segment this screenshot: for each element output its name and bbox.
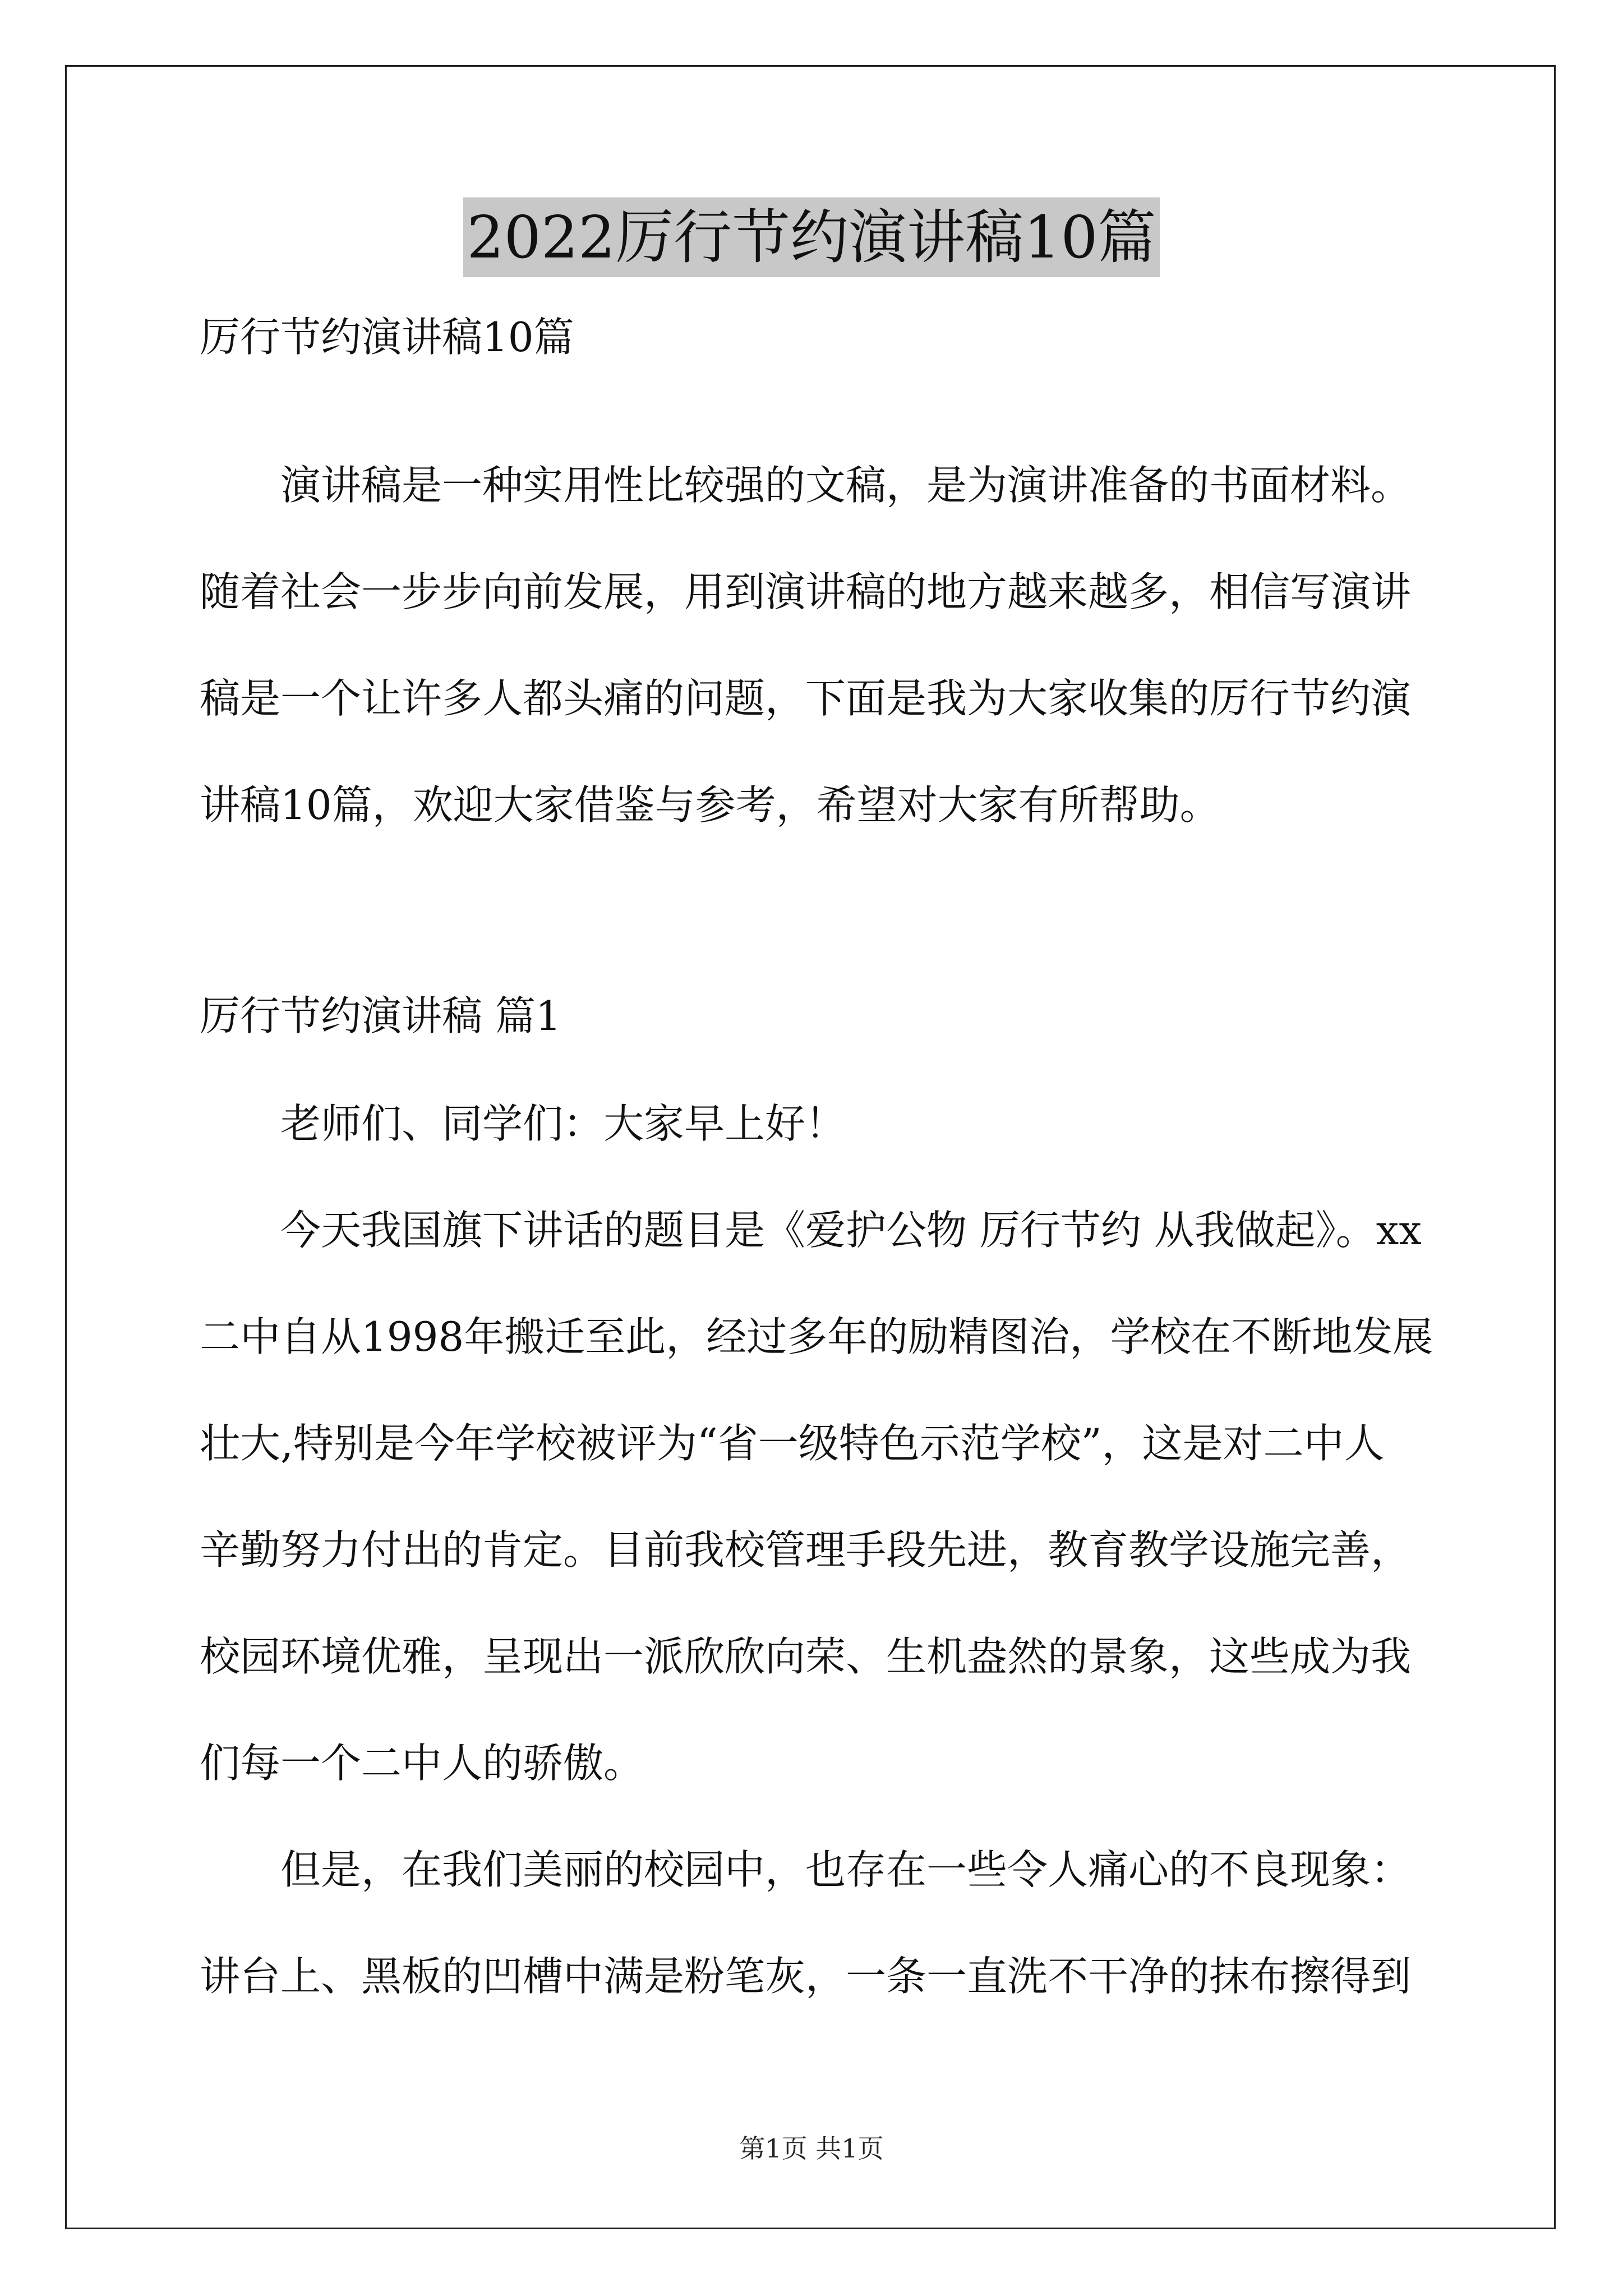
page-footer: 第1页 共1页 [739,2133,884,2164]
document-subtitle: 厉行节约演讲稿10篇 [200,314,574,361]
paragraph-line: 二中自从1998年搬迁至此，经过多年的励精图治，学校在不断地发展 [200,1313,1433,1360]
greeting: 老师们、同学们：大家早上好！ [280,1100,846,1147]
paragraph-line: 们每一个二中人的骄傲。 [200,1740,644,1787]
intro-line: 演讲稿是一种实用性比较强的文稿，是为演讲准备的书面材料。 [280,462,1412,509]
paragraph-line: 讲台上、黑板的凹槽中满是粉笔灰，一条一直洗不干净的抹布擦得到 [200,1953,1412,2000]
paragraph-line: 辛勤努力付出的肯定。目前我校管理手段先进，教育教学设施完善， [200,1526,1412,1573]
section-heading: 厉行节约演讲稿 篇1 [200,992,561,1039]
paragraph-line: 但是，在我们美丽的校园中，也存在一些令人痛心的不良现象： [280,1846,1412,1893]
paragraph-line: 校园环境优雅，呈现出一派欣欣向荣、生机盎然的景象，这些成为我 [200,1633,1412,1680]
paragraph-line: 壮大,特别是今年学校被评为“省一级特色示范学校”，这是对二中人 [200,1420,1385,1467]
document-title: 2022厉行节约演讲稿10篇 [463,197,1159,277]
title-wrap [0,197,1623,277]
intro-line: 稿是一个让许多人都头痛的问题，下面是我为大家收集的厉行节约演 [200,675,1412,722]
intro-line: 讲稿10篇，欢迎大家借鉴与参考，希望对大家有所帮助。 [200,781,1220,829]
intro-line: 随着社会一步步向前发展，用到演讲稿的地方越来越多，相信写演讲 [200,568,1412,615]
paragraph-line: 今天我国旗下讲话的题目是《爱护公物 厉行节约 从我做起》。xx [280,1207,1422,1254]
